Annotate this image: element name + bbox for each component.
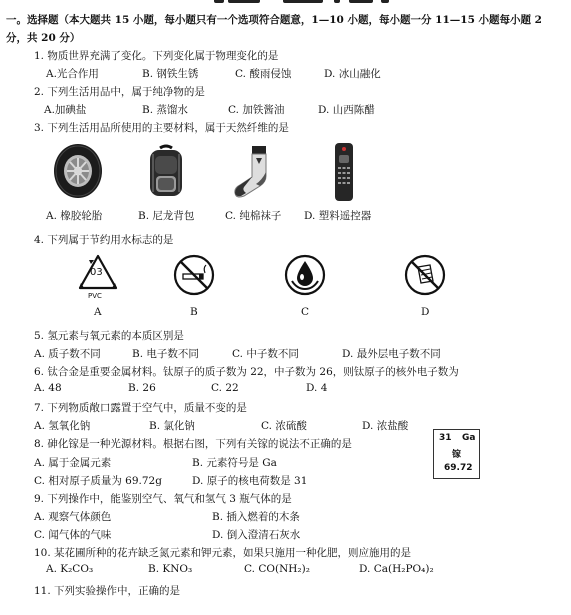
- option-1b[interactable]: B. 钢铁生锈: [142, 68, 199, 80]
- option-8b[interactable]: B. 元素符号是 Ga: [192, 457, 277, 469]
- option-8d[interactable]: D. 原子的核电荷数是 31: [192, 475, 308, 487]
- option-3d[interactable]: D. 塑料遥控器: [304, 210, 372, 222]
- tire-image: [52, 142, 104, 200]
- question-stem-3: 3. 下列生活用品所使用的主要材料，属于天然纤维的是: [34, 122, 289, 134]
- option-9a[interactable]: A. 观察气体颜色: [34, 511, 112, 523]
- element-card: [433, 429, 480, 479]
- element-mass: 69.72: [444, 463, 473, 473]
- option-10c[interactable]: C. CO(NH₂)₂: [244, 563, 310, 575]
- option-3c[interactable]: C. 纯棉袜子: [225, 210, 282, 222]
- option-6d[interactable]: D. 4: [306, 382, 328, 394]
- question-stem-11: 11. 下列实验操作中，正确的是: [34, 585, 181, 597]
- section-heading-line2: 分，共 20 分）: [6, 32, 81, 44]
- option-6c[interactable]: C. 22: [211, 382, 239, 394]
- option-10b[interactable]: B. KNO₃: [148, 563, 193, 575]
- option-1a[interactable]: A.光合作用: [46, 68, 99, 80]
- element-name: 镓: [452, 450, 462, 460]
- question-stem-7: 7. 下列物质敞口露置于空气中，质量不变的是: [34, 402, 247, 414]
- backpack-image: [144, 144, 188, 200]
- recycle-label: PVC: [88, 292, 102, 300]
- option-4a[interactable]: A: [94, 306, 102, 318]
- option-2d[interactable]: D. 山西陈醋: [318, 104, 375, 116]
- option-2b[interactable]: B. 蒸馏水: [142, 104, 188, 116]
- option-6a[interactable]: A. 48: [34, 382, 62, 394]
- option-8c[interactable]: C. 相对原子质量为 69.72g: [34, 475, 162, 487]
- cropped-header: [0, 0, 571, 4]
- option-9c[interactable]: C. 闻气体的气味: [34, 529, 112, 541]
- option-9d[interactable]: D. 倒入澄清石灰水: [212, 529, 301, 541]
- option-5a[interactable]: A. 质子数不同: [34, 348, 101, 360]
- question-stem-10: 10. 某花圃所种的花卉缺乏氮元素和钾元素，如果只施用一种化肥，则应施用的是: [34, 547, 412, 559]
- option-1d[interactable]: D. 冰山融化: [324, 68, 381, 80]
- water-saving-icon: [283, 253, 327, 297]
- option-3a[interactable]: A. 橡胶轮胎: [46, 210, 103, 222]
- option-5c[interactable]: C. 中子数不同: [232, 348, 299, 360]
- option-7c[interactable]: C. 浓硫酸: [261, 420, 307, 432]
- question-stem-8: 8. 砷化镓是一种光源材料。根据右图，下列有关镓的说法不正确的是: [34, 438, 352, 450]
- option-4c[interactable]: C: [301, 306, 310, 318]
- option-4d[interactable]: D: [421, 306, 430, 318]
- option-8a[interactable]: A. 属于金属元素: [34, 457, 112, 469]
- option-5d[interactable]: D. 最外层电子数不同: [342, 348, 441, 360]
- option-2c[interactable]: C. 加铁酱油: [228, 104, 285, 116]
- remote-control-image: [332, 142, 356, 202]
- option-7b[interactable]: B. 氯化钠: [149, 420, 195, 432]
- prohibit-icon: [403, 253, 447, 297]
- option-1c[interactable]: C. 酸雨侵蚀: [235, 68, 292, 80]
- option-3b[interactable]: B. 尼龙背包: [138, 210, 195, 222]
- question-stem-4: 4. 下列属于节约用水标志的是: [34, 234, 174, 246]
- option-2a[interactable]: A.加碘盐: [44, 104, 87, 116]
- element-symbol: Ga: [462, 433, 476, 443]
- option-10d[interactable]: D. Ca(H₂PO₄)₂: [359, 563, 434, 575]
- option-7a[interactable]: A. 氢氧化钠: [34, 420, 91, 432]
- recycle-code: 03: [90, 267, 103, 278]
- option-6b[interactable]: B. 26: [128, 382, 156, 394]
- option-5b[interactable]: B. 电子数不同: [132, 348, 199, 360]
- element-number: 31: [439, 433, 452, 443]
- section-heading-line1: 一。选择题（本大题共 15 小题，每小题只有一个选项符合题意，1—10 小题，每小题一分 11—15 小题每小题 2: [6, 14, 542, 26]
- question-stem-5: 5. 氢元素与氧元素的本质区别是: [34, 330, 184, 342]
- question-stem-9: 9. 下列操作中，能鉴别空气、氧气和氢气 3 瓶气体的是: [34, 493, 292, 505]
- sock-image: [232, 144, 276, 200]
- no-smoking-icon: [172, 253, 216, 297]
- option-4b[interactable]: B: [190, 306, 198, 318]
- question-stem-1: 1. 物质世界充满了变化。下列变化属于物理变化的是: [34, 50, 279, 62]
- option-10a[interactable]: A. K₂CO₃: [46, 563, 94, 575]
- option-9b[interactable]: B. 插入燃着的木条: [212, 511, 300, 523]
- option-7d[interactable]: D. 浓盐酸: [362, 420, 409, 432]
- question-stem-6: 6. 钛合金是重要金属材料。钛原子的质子数为 22，中子数为 26，则钛原子的核外电子数为: [34, 366, 459, 378]
- question-stem-2: 2. 下列生活用品中，属于纯净物的是: [34, 86, 205, 98]
